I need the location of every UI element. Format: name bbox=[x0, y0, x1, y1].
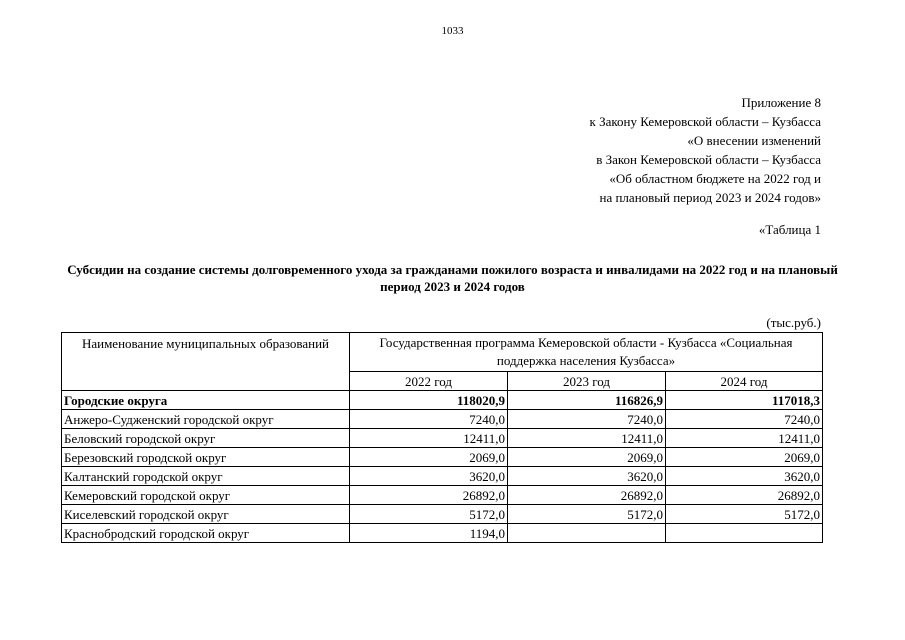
row-value: 116826,9 bbox=[508, 391, 666, 410]
appendix-line: «Об областном бюджете на 2022 год и bbox=[609, 171, 821, 186]
table-row bbox=[62, 505, 823, 524]
row-value: 7240,0 bbox=[666, 410, 823, 429]
appendix-header bbox=[590, 93, 822, 207]
document-title: Субсидии на создание системы долговременного ухода за гражданами пожилого возраста и инвалидами на 2022 год и на плановый период 2023 и 2024 годов bbox=[67, 262, 838, 294]
row-value: 26892,0 bbox=[666, 486, 823, 505]
table-row bbox=[62, 448, 823, 467]
table-label: «Таблица 1 bbox=[758, 222, 821, 237]
row-value bbox=[508, 524, 666, 543]
table-row bbox=[62, 429, 823, 448]
row-value: 12411,0 bbox=[666, 429, 823, 448]
row-name: Кемеровский городской округ bbox=[62, 486, 350, 505]
row-value: 12411,0 bbox=[508, 429, 666, 448]
program-column-header: Государственная программа Кемеровской области - Кузбасса «Социальная поддержка населения Кузбасса» bbox=[350, 333, 823, 372]
row-name: Киселевский городской округ bbox=[62, 505, 350, 524]
row-name: Беловский городской округ bbox=[62, 429, 350, 448]
table-row bbox=[62, 410, 823, 429]
row-value: 118020,9 bbox=[350, 391, 508, 410]
table-row bbox=[62, 467, 823, 486]
year-header: 2024 год bbox=[666, 372, 823, 391]
row-value: 7240,0 bbox=[508, 410, 666, 429]
row-value: 12411,0 bbox=[350, 429, 508, 448]
table-row bbox=[62, 486, 823, 505]
table-row-total bbox=[62, 391, 823, 410]
name-column-header: Наименование муниципальных образований bbox=[62, 333, 350, 391]
row-value: 117018,3 bbox=[666, 391, 823, 410]
row-value: 7240,0 bbox=[350, 410, 508, 429]
appendix-line: «О внесении изменений bbox=[687, 133, 821, 148]
row-value: 5172,0 bbox=[666, 505, 823, 524]
row-value: 3620,0 bbox=[350, 467, 508, 486]
appendix-line: Приложение 8 bbox=[741, 95, 821, 110]
subsidy-table bbox=[61, 332, 823, 543]
row-value: 5172,0 bbox=[350, 505, 508, 524]
appendix-line: к Закону Кемеровской области – Кузбасса bbox=[589, 114, 821, 129]
row-name: Краснобродский городской округ bbox=[62, 524, 350, 543]
row-value: 2069,0 bbox=[350, 448, 508, 467]
table-row bbox=[62, 524, 823, 543]
row-name: Калтанский городской округ bbox=[62, 467, 350, 486]
row-value: 1194,0 bbox=[350, 524, 508, 543]
year-header: 2022 год bbox=[350, 372, 508, 391]
row-name: Анжеро-Судженский городской округ bbox=[62, 410, 350, 429]
row-name: Городские округа bbox=[62, 391, 350, 410]
unit-label: (тыс.руб.) bbox=[766, 315, 821, 330]
row-value: 2069,0 bbox=[508, 448, 666, 467]
row-name: Березовский городской округ bbox=[62, 448, 350, 467]
row-value: 5172,0 bbox=[508, 505, 666, 524]
row-value bbox=[666, 524, 823, 543]
row-value: 26892,0 bbox=[350, 486, 508, 505]
appendix-line: в Закон Кемеровской области – Кузбасса bbox=[596, 152, 821, 167]
row-value: 3620,0 bbox=[666, 467, 823, 486]
row-value: 3620,0 bbox=[508, 467, 666, 486]
year-header: 2023 год bbox=[508, 372, 666, 391]
row-value: 2069,0 bbox=[666, 448, 823, 467]
page-number: 1033 bbox=[441, 25, 464, 37]
row-value: 26892,0 bbox=[508, 486, 666, 505]
appendix-line: на плановый период 2023 и 2024 годов» bbox=[599, 190, 821, 205]
